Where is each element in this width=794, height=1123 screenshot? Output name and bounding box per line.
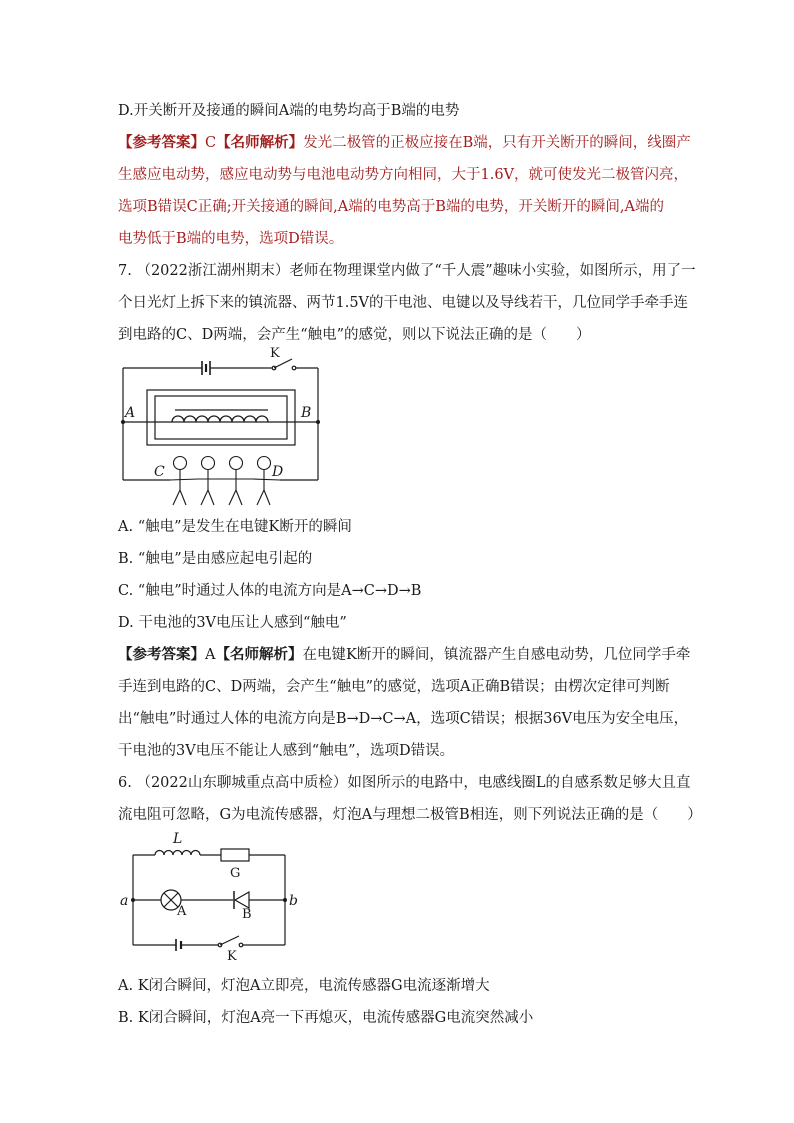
answer-7-line4: 干电池的3V电压不能让人感到“触电”，选项D错误。 xyxy=(118,743,455,759)
answer-letter: A xyxy=(205,647,216,663)
answer-7-line1 xyxy=(118,645,690,665)
switch-label-k: K xyxy=(270,346,280,361)
terminal-label-b: B xyxy=(301,405,312,421)
terminal-label-c: C xyxy=(154,464,165,480)
answer-6-line3: 选项B错误C正确;开关接通的瞬间,A端的电势高于B端的电势，开关断开的瞬间,A端的 xyxy=(118,199,664,215)
question-6-option-a: A. K闭合瞬间，灯泡A立即亮，电流传感器G电流逐渐增大 xyxy=(118,978,490,994)
prev-option-d: D.开关断开及接通的瞬间A端的电势均高于B端的电势 xyxy=(118,103,460,119)
question-7-option-d: D. 干电池的3V电压让人感到“触电” xyxy=(118,615,347,631)
analysis-tag: 【名师解析】 xyxy=(215,646,303,663)
answer-text: 在电键K断开的瞬间，镇流器产生自感电动势，几位同学手牵 xyxy=(302,647,691,663)
inductor-diode-circuit-figure xyxy=(115,828,305,963)
ballast-circuit-figure xyxy=(110,345,330,510)
terminal-label-a: A xyxy=(125,405,136,421)
question-7-option-b: B. “触电”是由感应起电引起的 xyxy=(118,551,313,567)
inductor-label-l: L xyxy=(173,831,183,847)
terminal-label-d: D xyxy=(272,464,284,480)
answer-text: 发光二极管的正极应接在B端，只有开关断开的瞬间，线圈产 xyxy=(303,135,691,151)
switch-label-k: K xyxy=(227,949,237,963)
analysis-tag: 【名师解析】 xyxy=(216,134,304,151)
diode-label-b: B xyxy=(242,907,252,922)
answer-tag: 【参考答案】 xyxy=(118,134,205,151)
answer-7-line2: 手连到电路的C、D两端，会产生“触电”的感觉，选项A正确B错误；由楞次定律可判断 xyxy=(118,679,670,695)
answer-tag: 【参考答案】 xyxy=(118,646,205,663)
question-7-option-a: A. “触电”是发生在电键K断开的瞬间 xyxy=(118,519,352,535)
node-label-a: a xyxy=(120,893,129,909)
lamp-label-a: A xyxy=(177,904,187,919)
answer-6-line1 xyxy=(118,133,691,153)
question-6-option-b: B. K闭合瞬间，灯泡A亮一下再熄灭，电流传感器G电流突然减小 xyxy=(118,1010,534,1026)
question-7-option-c: C. “触电”时通过人体的电流方向是A→C→D→B xyxy=(118,583,422,599)
answer-7-line3: 出“触电”时通过人体的电流方向是B→D→C→A，选项C错误；根据36V电压为安全电压， xyxy=(118,711,689,727)
sensor-label-g: G xyxy=(230,866,241,881)
question-6-line2: 流电阻可忽略，G为电流传感器，灯泡A与理想二极管B相连，则下列说法正确的是（ ） xyxy=(118,807,702,823)
question-6-line1: 6. （2022山东聊城重点高中质检）如图所示的电路中，电感线圈L的自感系数足够大且直 xyxy=(118,775,691,791)
answer-6-line2: 生感应电动势，感应电动势与电池电动势方向相同，大于1.6V，就可使发光二极管闪亮， xyxy=(118,167,689,183)
node-label-b: b xyxy=(289,893,298,909)
question-7-line3: 到电路的C、D两端，会产生“触电”的感觉，则以下说法正确的是（ ） xyxy=(118,327,591,343)
question-7-line2: 个日光灯上拆下来的镇流器、两节1.5V的干电池、电键以及导线若干，几位同学手牵手连 xyxy=(118,295,689,311)
answer-6-line4: 电势低于B端的电势，选项D错误。 xyxy=(118,231,344,247)
question-7-line1: 7. （2022浙江湖州期末）老师在物理课堂内做了“千人震”趣味小实验，如图所示，用了一 xyxy=(118,263,696,279)
answer-letter: C xyxy=(205,135,217,151)
